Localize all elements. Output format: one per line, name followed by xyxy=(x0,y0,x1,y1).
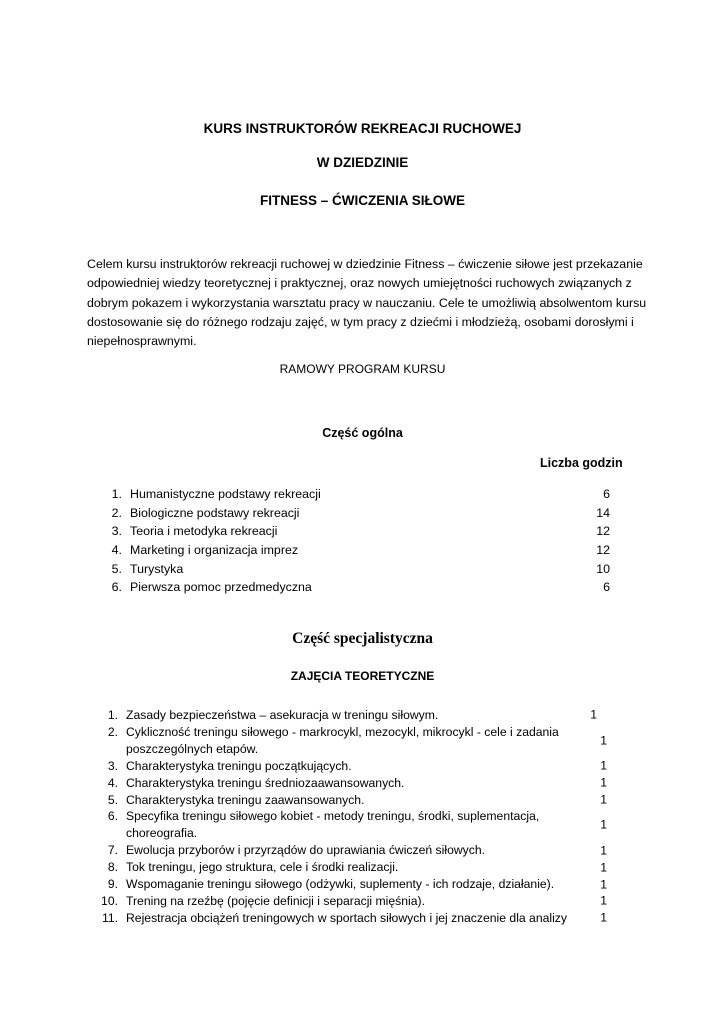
item-text: Teoria i metodyka rekreacji xyxy=(130,524,278,539)
item-number: 1. xyxy=(111,487,122,501)
list-item xyxy=(0,506,725,525)
list-item xyxy=(0,707,725,724)
theory-section-title: ZAJĘCIA TEORETYCZNE xyxy=(290,669,435,683)
item-hours: 1 xyxy=(600,775,607,790)
course-title: KURS INSTRUKTORÓW REKREACJI RUCHOWEJ xyxy=(203,121,522,136)
theory-subjects-list xyxy=(0,707,725,927)
list-item xyxy=(0,543,725,562)
item-hours: 1 xyxy=(600,792,607,807)
item-number: 7. xyxy=(107,843,118,858)
item-text: Charakterystyka treningu początkujących. xyxy=(126,758,352,773)
item-text: Tok treningu, jego struktura, cele i środki realizacji. xyxy=(126,860,399,875)
list-item xyxy=(0,876,725,893)
list-item xyxy=(0,842,725,859)
item-number: 6. xyxy=(111,580,122,595)
list-item xyxy=(0,524,725,543)
item-number: 6. xyxy=(107,809,118,824)
list-item xyxy=(0,808,725,842)
item-text: Charakterystyka treningu średniozaawansowanych. xyxy=(126,775,405,790)
list-item xyxy=(0,580,725,599)
list-item xyxy=(0,859,725,876)
item-number: 5. xyxy=(111,561,122,576)
item-number: 2. xyxy=(107,724,118,739)
item-number: 9. xyxy=(107,877,118,892)
item-number: 10. xyxy=(101,893,118,908)
item-number: 3. xyxy=(111,524,122,539)
item-hours: 1 xyxy=(600,817,607,832)
item-hours: 1 xyxy=(600,860,607,875)
item-hours: 1 xyxy=(600,843,607,858)
item-text: Biologiczne podstawy rekreacji xyxy=(130,505,300,520)
list-item xyxy=(0,724,725,758)
item-text: Ewolucja przyborów i przyrządów do uprawiania ćwiczeń siłowych. xyxy=(126,843,486,858)
list-item xyxy=(0,758,725,775)
item-text: Specyfika treningu siłowego kobiet - metody treningu, środki, suplementacja, choreografia. xyxy=(126,809,540,841)
program-title: RAMOWY PROGRAM KURSU xyxy=(279,362,446,376)
item-text: Cykliczność treningu siłowego - markrocykl, mezocykl, mikrocykl - cele i zadania poszczególnych etapów. xyxy=(126,724,559,756)
list-item xyxy=(0,792,725,809)
item-hours: 12 xyxy=(596,543,610,558)
general-subjects-list xyxy=(0,487,725,599)
item-text: Zasady bezpieczeństwa – asekuracja w treningu siłowym. xyxy=(126,708,439,722)
item-text: Wspomaganie treningu siłowego (odżywki, suplementy - ich rodzaje, działanie). xyxy=(126,877,555,892)
list-item xyxy=(0,893,725,910)
item-hours: 1 xyxy=(600,877,607,892)
item-hours: 6 xyxy=(603,487,610,501)
item-hours: 1 xyxy=(600,910,607,925)
item-text: Charakterystyka treningu zaawansowanych. xyxy=(126,792,365,807)
item-text: Rejestracja obciążeń treningowych w sportach siłowych i jej znaczenie dla analizy xyxy=(126,910,567,925)
item-hours: 1 xyxy=(600,893,607,908)
specialist-section-title: Część specjalistyczna xyxy=(292,630,433,647)
item-text: Trening na rzeźbę (pojęcie definicji i separacji mięśnia). xyxy=(126,893,425,908)
list-item xyxy=(0,775,725,792)
item-text: Pierwsza pomoc przedmedyczna xyxy=(130,580,312,595)
item-hours: 14 xyxy=(596,505,610,520)
intro-paragraph: Celem kursu instruktorów rekreacji ruchowej w dziedzinie Fitness – ćwiczenie siłowe jest przekazanie odpowiedniej wiedzy teoretycznej i praktycznej, oraz nowych umiejętności ruchowych związanych z dobrym pokazem i wykorzystania warsztatu pracy w nauczaniu. Cele te umożliwią absolwentom kursu dostosowanie się do różnego rodzaju zajęć, w tym pracy z dziećmi i młodzieżą, osobami dorosłymi i niepełnosprawnymi. xyxy=(87,257,647,349)
course-title-field-prefix: W DZIEDZINIE xyxy=(316,155,409,170)
item-text: Turystyka xyxy=(130,561,184,576)
item-hours: 1 xyxy=(600,733,607,748)
item-number: 3. xyxy=(107,758,118,773)
list-item xyxy=(0,487,725,506)
general-section-title: Część ogólna xyxy=(322,426,403,440)
hours-column-header: Liczba godzin xyxy=(540,456,623,470)
item-number: 1. xyxy=(107,708,118,722)
item-text: Humanistyczne podstawy rekreacji xyxy=(130,487,321,501)
item-hours: 12 xyxy=(596,524,610,539)
item-number: 5. xyxy=(107,792,118,807)
item-number: 11. xyxy=(101,910,118,925)
item-number: 8. xyxy=(107,860,118,875)
item-text: Marketing i organizacja imprez xyxy=(130,543,299,558)
item-number: 2. xyxy=(111,505,122,520)
item-hours: 1 xyxy=(590,708,597,722)
course-title-field: FITNESS – ĆWICZENIA SIŁOWE xyxy=(259,193,465,208)
item-hours: 6 xyxy=(603,580,610,595)
list-item xyxy=(0,910,725,927)
list-item xyxy=(0,562,725,581)
item-hours: 1 xyxy=(600,758,607,773)
item-number: 4. xyxy=(111,543,122,558)
item-hours: 10 xyxy=(596,561,610,576)
item-number: 4. xyxy=(107,775,118,790)
